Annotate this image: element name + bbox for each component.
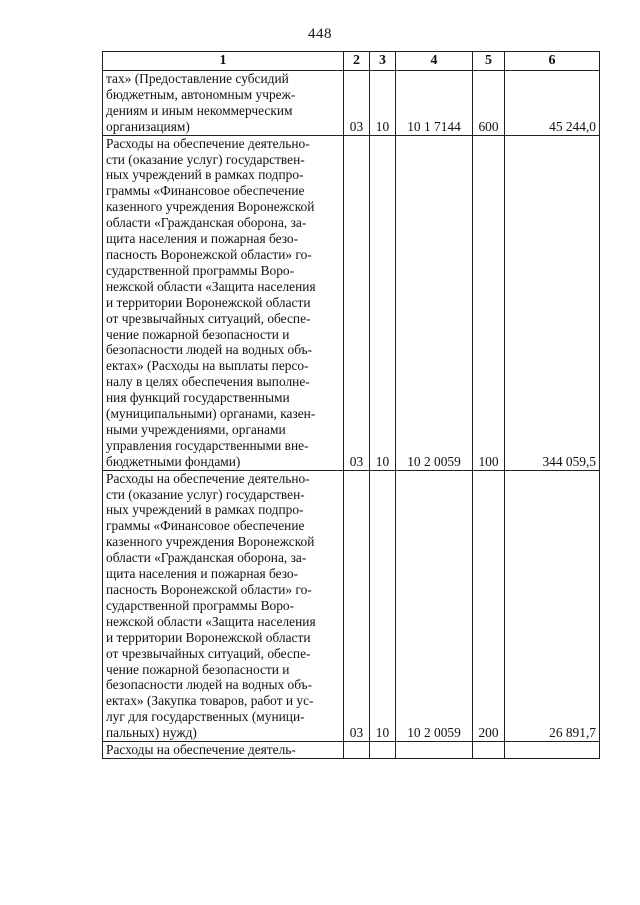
row-expense-type: 600: [473, 71, 505, 136]
row-target-code: 10 1 7144: [396, 71, 473, 136]
header-col-2: 2: [344, 52, 370, 71]
header-col-1: 1: [103, 52, 344, 71]
row-expense-type: 200: [473, 470, 505, 741]
row-subsection: [370, 742, 396, 759]
header-col-5: 5: [473, 52, 505, 71]
row-amount: 26 891,7: [505, 470, 600, 741]
table-row: [103, 470, 600, 741]
header-col-3: 3: [370, 52, 396, 71]
row-expense-type: [473, 742, 505, 759]
row-target-code: [396, 742, 473, 759]
page-number: 448: [308, 26, 332, 42]
row-section: 03: [344, 135, 370, 470]
row-amount: [505, 742, 600, 759]
row-description: Расходы на обеспечение деятельно- сти (оказание услуг) государствен- ных учреждений в рамках подпро- граммы «Финансовое обеспечение казенного учреждения Воронежской области «Гражданская оборона, за- щита населения и пожарная безо- пасность Воронежской области» го- сударственной программы Воро- нежской области «Защита населения и территории Воронежской области от чрезвычайных ситуаций, обеспе- чение пожарной безопасности и безопасности людей на водных объ- ектах» (Закупка товаров, работ и ус- луг для государственных (муници- пальных) нужд): [103, 470, 344, 741]
header-col-4: 4: [396, 52, 473, 71]
row-amount: 344 059,5: [505, 135, 600, 470]
header-row: [103, 52, 600, 71]
table-body: [103, 71, 600, 759]
row-subsection: 10: [370, 71, 396, 136]
row-subsection: 10: [370, 135, 396, 470]
row-section: 03: [344, 470, 370, 741]
row-target-code: 10 2 0059: [396, 470, 473, 741]
row-description: тах» (Предоставление субсидий бюджетным, автономным учреж- дениям и иным некоммерческим организациям): [103, 71, 344, 136]
row-amount: 45 244,0: [505, 71, 600, 136]
row-description: Расходы на обеспечение деятель-: [103, 742, 344, 759]
row-description: Расходы на обеспечение деятельно- сти (оказание услуг) государствен- ных учреждений в рамках подпро- граммы «Финансовое обеспечение казенного учреждения Воронежской области «Гражданская оборона, за- щита населения и пожарная безо- пасность Воронежской области» го- сударственной программы Воро- нежской области «Защита населения и территории Воронежской области от чрезвычайных ситуаций, обеспе- чение пожарной безопасности и безопасности людей на водных объ- ектах» (Расходы на выплаты персо- налу в целях обеспечения выполне- ния функций государственными (муниципальными) органами, казен- ными учреждениями, органами управления государственными вне- бюджетными фондами): [103, 135, 344, 470]
row-section: [344, 742, 370, 759]
table-row: [103, 71, 600, 136]
table-row: [103, 135, 600, 470]
budget-table: [102, 51, 600, 759]
table-row: [103, 742, 600, 759]
row-subsection: 10: [370, 470, 396, 741]
row-target-code: 10 2 0059: [396, 135, 473, 470]
header-col-6: 6: [505, 52, 600, 71]
row-section: 03: [344, 71, 370, 136]
table-header: [103, 52, 600, 71]
row-expense-type: 100: [473, 135, 505, 470]
